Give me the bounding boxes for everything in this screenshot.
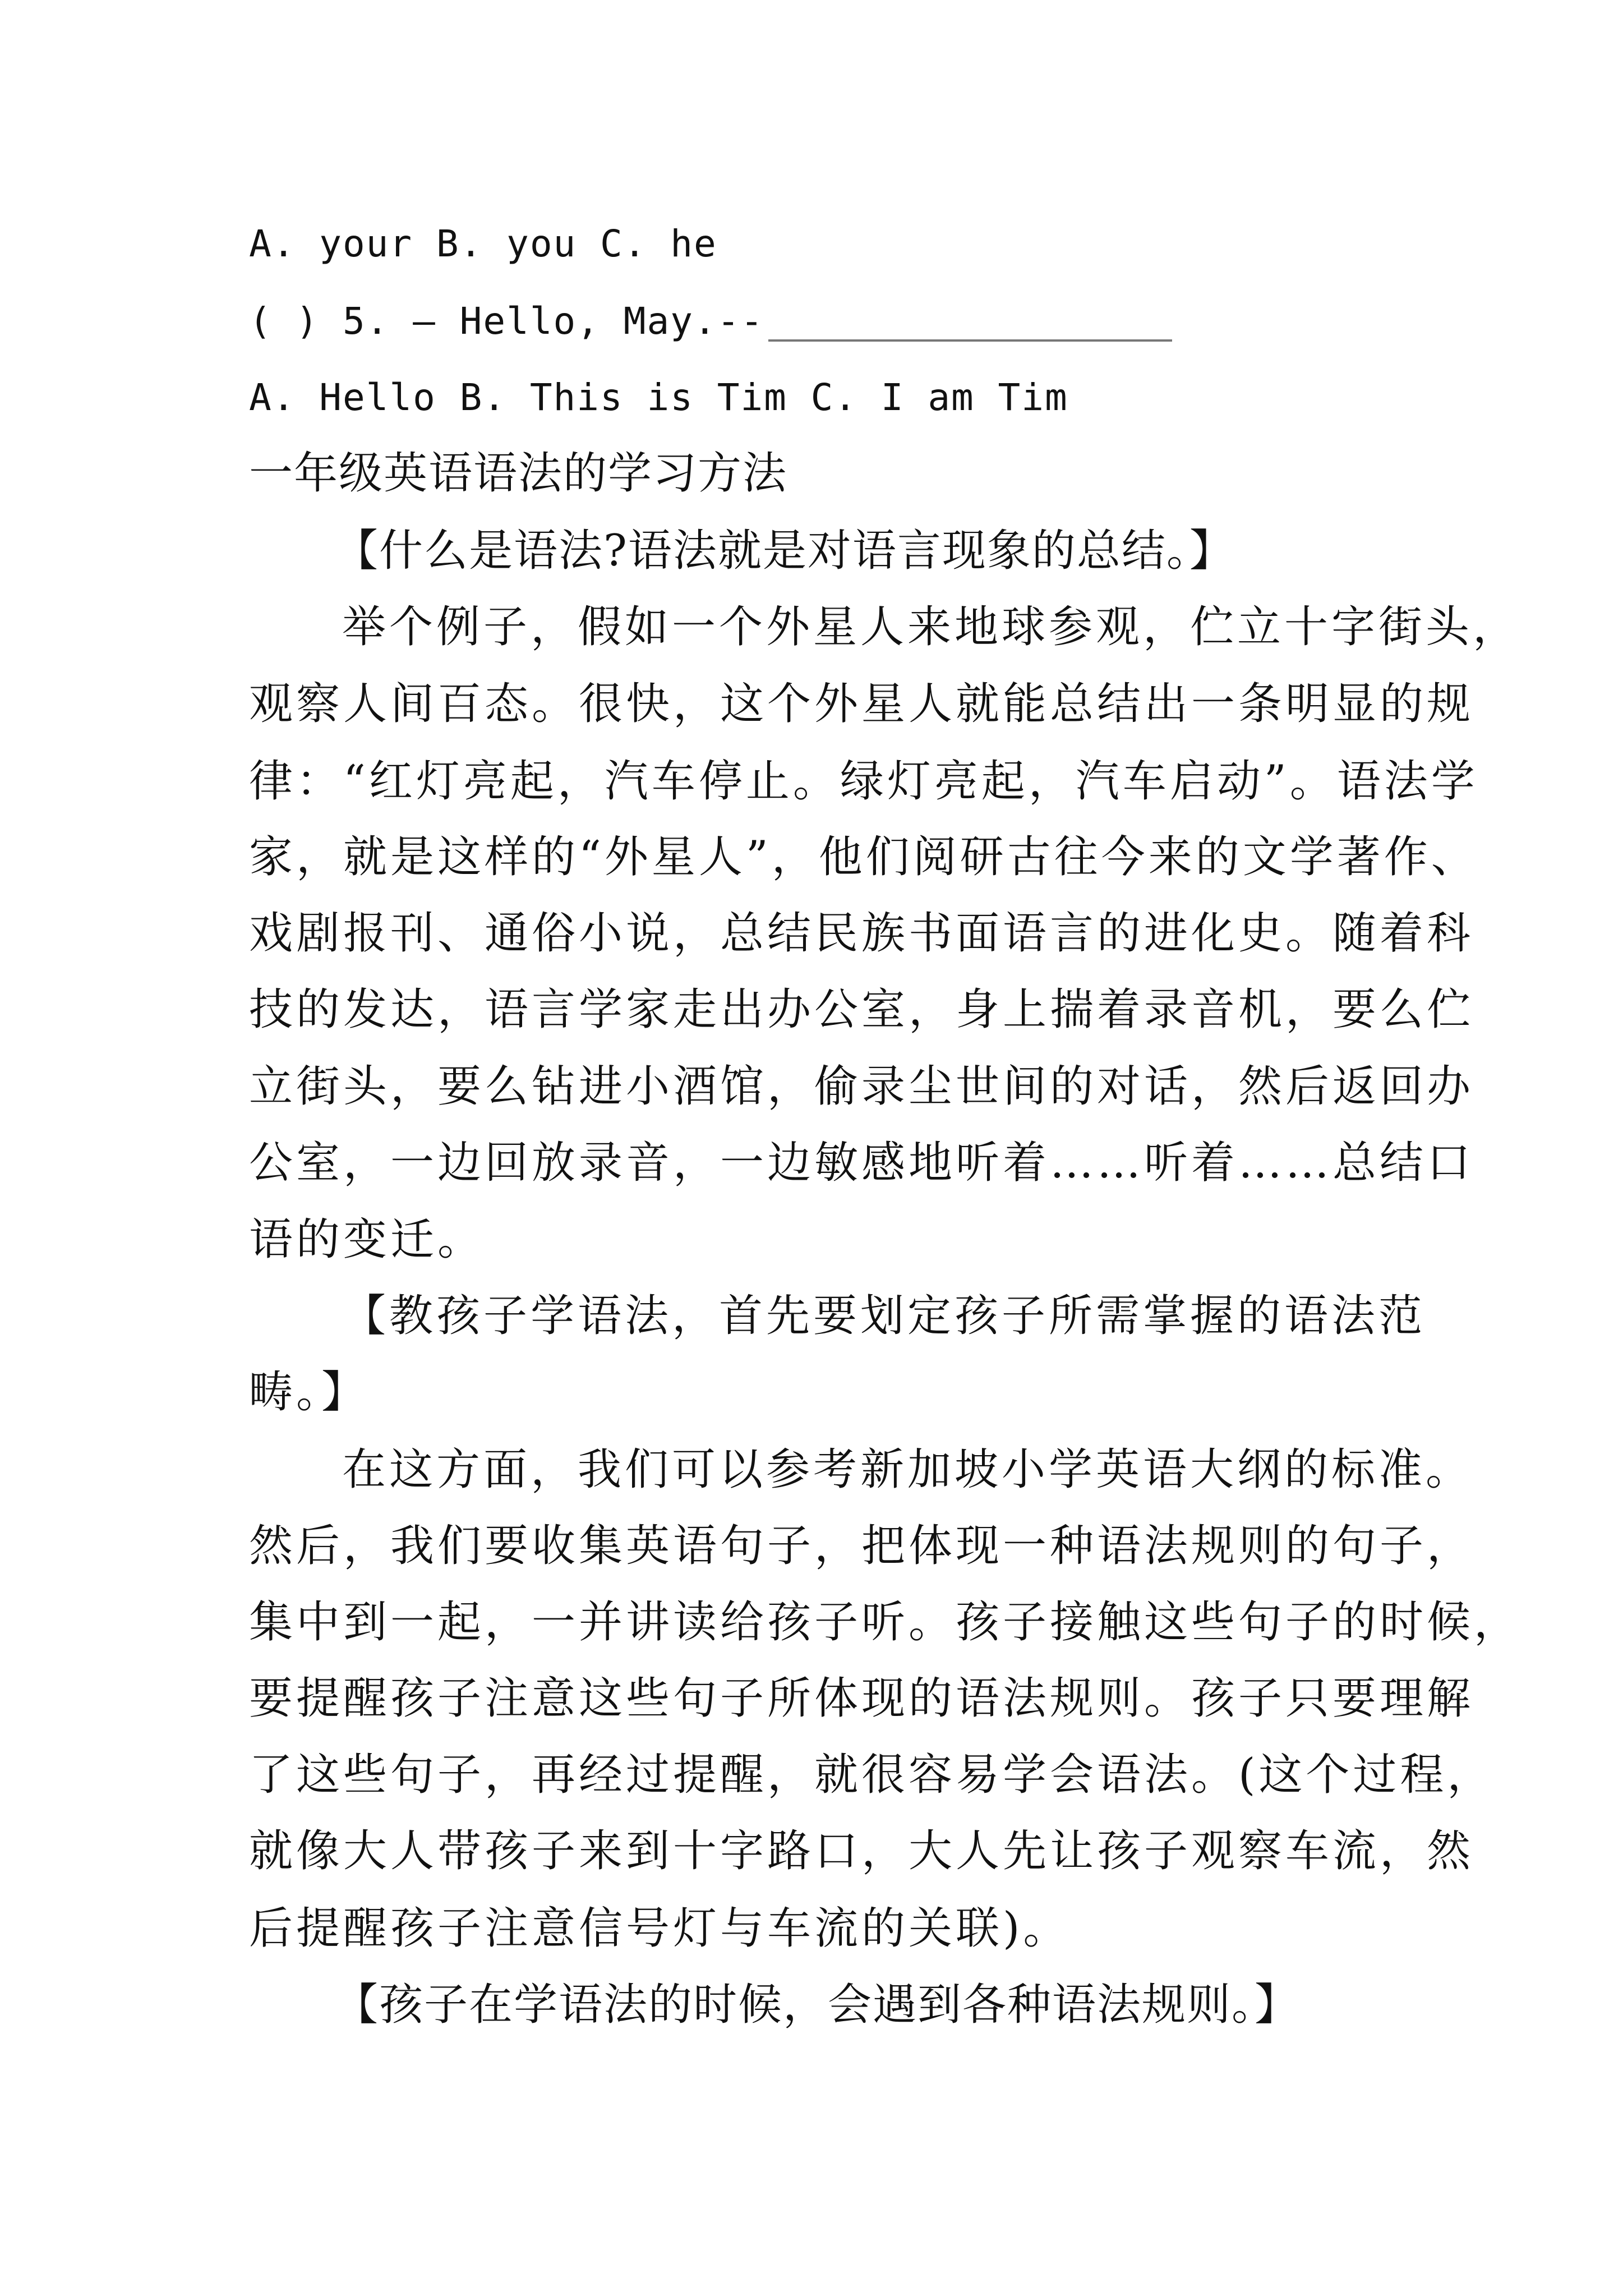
paragraph-line: 举个例子，假如一个外星人来地球参观，伫立十字街头， [342,602,1520,652]
heading-line: 【教孩子学语法，首先要划定孩子所需掌握的语法范 [342,1291,1426,1341]
q5-question-text: ( ) 5. – Hello, May.-- [249,300,764,343]
answer-blank [768,339,1172,342]
paragraph-line: 就像大人带孩子来到十字路口，大人先让孩子观察车流，然 [249,1826,1474,1876]
heading-line: 畴。】 [249,1367,369,1418]
heading-what-is-grammar: 【什么是语法?语法就是对语言现象的总结。】 [334,526,1234,576]
paragraph-line: 然后，我们要收集英语句子，把体现一种语法规则的句子， [249,1521,1474,1571]
q5-options: A. Hello B. This is Tim C. I am Tim [249,376,1068,419]
paragraph-line: 在这方面，我们可以参考新加坡小学英语大纲的标准。 [342,1444,1473,1495]
paragraph-line: 公室，一边回放录音，一边敏感地听着……听着……总结口 [249,1138,1474,1188]
paragraph-line: 集中到一起，一并讲读给孩子听。孩子接触这些句子的时候， [249,1597,1521,1648]
paragraph-line: 律：“红灯亮起，汽车停止。绿灯亮起，汽车启动”。语法学 [249,756,1478,807]
paragraph-line: 立街头，要么钻进小酒馆，偷录尘世间的对话，然后返回办 [249,1061,1474,1112]
paragraph-line: 要提醒孩子注意这些句子所体现的语法规则。孩子只要理解 [249,1673,1474,1724]
paragraph-line: 戏剧报刊、通俗小说，总结民族书面语言的进化史。随着科 [249,908,1474,959]
paragraph-line: 家，就是这样的“外星人”，他们阅研古往今来的文学著作、 [249,832,1478,882]
paragraph-line: 了这些句子，再经过提醒，就很容易学会语法。(这个过程， [249,1750,1495,1800]
paragraph-line: 观察人间百态。很快，这个外星人就能总结出一条明显的规 [249,679,1474,729]
paragraph-line: 技的发达，语言学家走出办公室，身上揣着录音机，要么伫 [249,984,1474,1035]
paragraph-line: 后提醒孩子注意信号灯与车流的关联)。 [249,1903,1071,1954]
q4-options: A. your B. you C. he [249,222,717,265]
paragraph-line: 语的变迁。 [249,1214,485,1265]
q5-question [249,293,1404,349]
article-title: 一年级英语语法的学习方法 [249,448,788,499]
heading-grammar-rules: 【孩子在学语法的时候，会遇到各种语法规则。】 [334,1980,1300,2030]
